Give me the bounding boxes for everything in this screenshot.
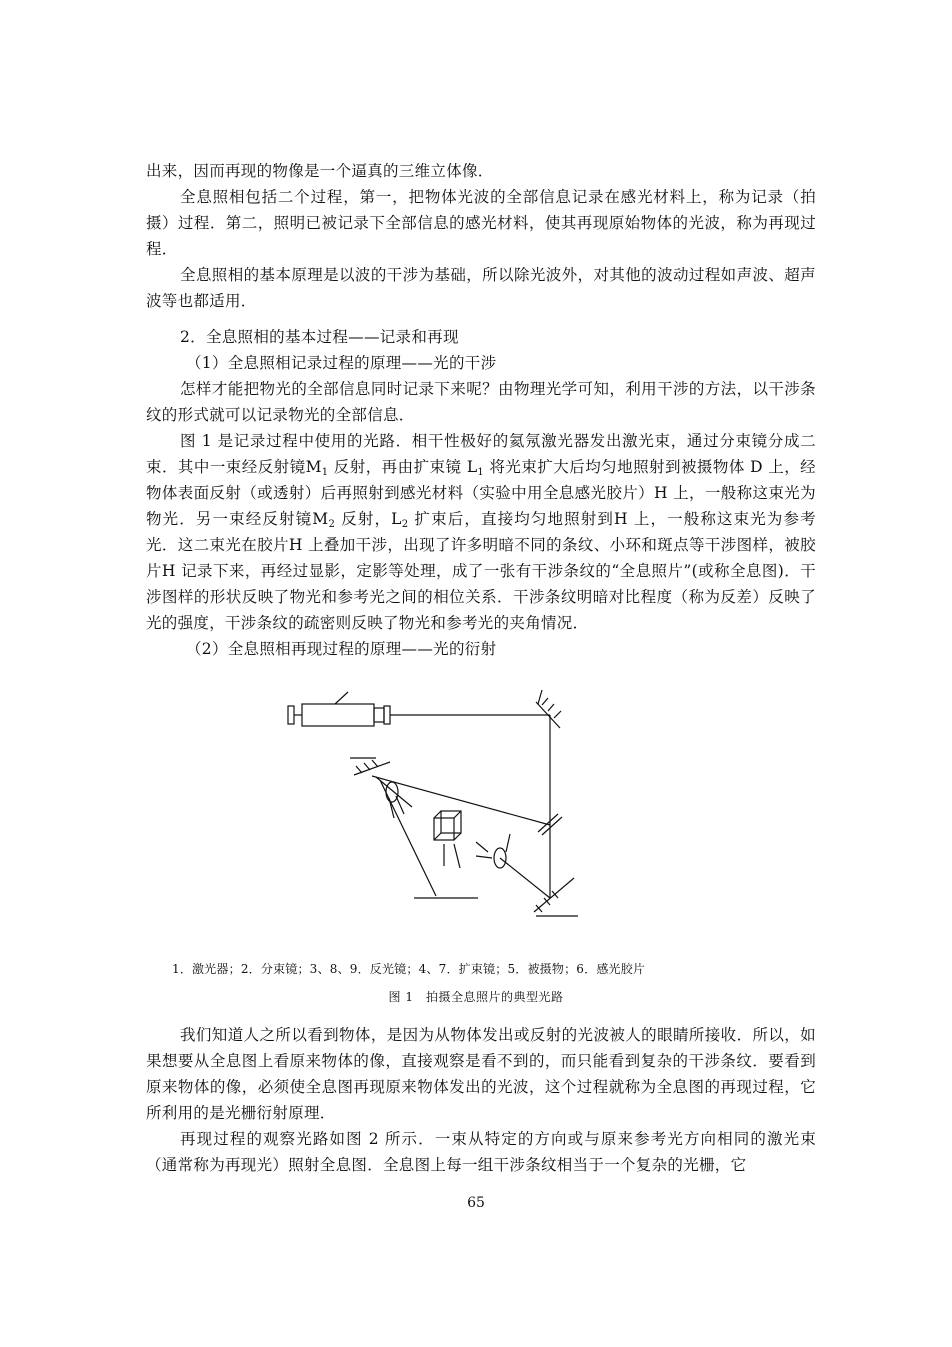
page-number: 65 [467, 1195, 485, 1211]
subsection-heading-recording: （1）全息照相记录过程的原理——光的干涉 [186, 354, 497, 372]
paragraph-continuation: 出来，因而再现的物像是一个逼真的三维立体像． [146, 162, 494, 180]
mirror-m1 [350, 758, 390, 775]
figure-title: 图 1 拍摄全息照片的典型光路 [388, 990, 564, 1004]
paragraph-how-to-record: 怎样才能把物光的全部信息同时记录下来呢？由物理光学可知，利用干涉的方法，以干涉条纹的形式就可以记录物光的全部信息． [146, 380, 816, 424]
optical-path-diagram [280, 680, 600, 930]
mirror-top-right [536, 690, 561, 728]
paragraph-basic-principle: 全息照相的基本原理是以波的干涉为基础，所以除光波外，对其他的波动过程如声波、超声波等也都适用． [146, 266, 816, 310]
figure-legend: 1．激光器；2．分束镜；3、8、9．反光镜；4、7．扩束镜；5．被摄物；6．感光胶片 [172, 962, 646, 976]
paragraph-reconstruction: 我们知道人之所以看到物体，是因为从物体发出或反射的光波被人的眼睛所接收．所以，如果想要从全息图上看原来物体的像，直接观察是看不到的，而只能看到复杂的干涉条纹．要看到原来物体的像，必须使全息图再现原来物体发出的光波，这个过程就称为全息图的再现过程，它所利用的是光栅衍射原理． [146, 1026, 816, 1122]
object-cube [434, 811, 461, 868]
mirror-m2 [534, 878, 578, 916]
paragraph-figure-description: 图 1 是记录过程中使用的光路．相干性极好的氦氖激光器发出激光束，通过分束镜分成二束．其中一束经反射镜$M_1$ 反射，再由扩束镜 $L_1$ 将光束扩大后均匀地照射到被摄物体 D 上，经物体表面反射（或透射）后再照射到感光材料（实验中用全息感光胶片）H 上，一般称这束光为物光．另一束经反射镜$M_2$ 反射，$L_2$ 扩束后，直接均匀地照射到H 上，一般称这束光为参考光．这二束光在胶片H 上叠加干涉，出现了许多明暗不同的条纹、小环和斑点等干涉图样，被胶片H 记录下来，再经过显影，定影等处理，成了一张有干涉条纹的“全息照片”(或称全息图)．干涉图样的形状反映了物光和参考光之间的相位关系．干涉条纹明暗对比程度（称为反差）反映了光的强度，干涉条纹的疏密则反映了物光和参考光的夹角情况． [146, 432, 816, 632]
section-heading: 2．全息照相的基本过程——记录和再现 [180, 328, 459, 346]
lower-text [146, 1022, 816, 1178]
object-beam [380, 780, 436, 896]
lens-l2 [476, 834, 550, 898]
laser [288, 692, 390, 726]
subsection-heading-reconstruction: （2）全息照相再现过程的原理——光的衍射 [186, 640, 497, 658]
paragraph-two-processes: 全息照相包括二个过程，第一，把物体光波的全部信息记录在感光材料上，称为记录（拍摄）过程．第二，照明已被记录下全部信息的感光材料，使其再现原始物体的光波，称为再现过程． [146, 188, 816, 258]
paragraph-observation-path: 再现过程的观察光路如图 2 所示．一束从特定的方向或与原来参考光方向相同的激光束（通常称为再现光）照射全息图．全息图上每一组干涉条纹相当于一个复杂的光栅，它 [146, 1130, 816, 1174]
upper-text [146, 158, 816, 662]
